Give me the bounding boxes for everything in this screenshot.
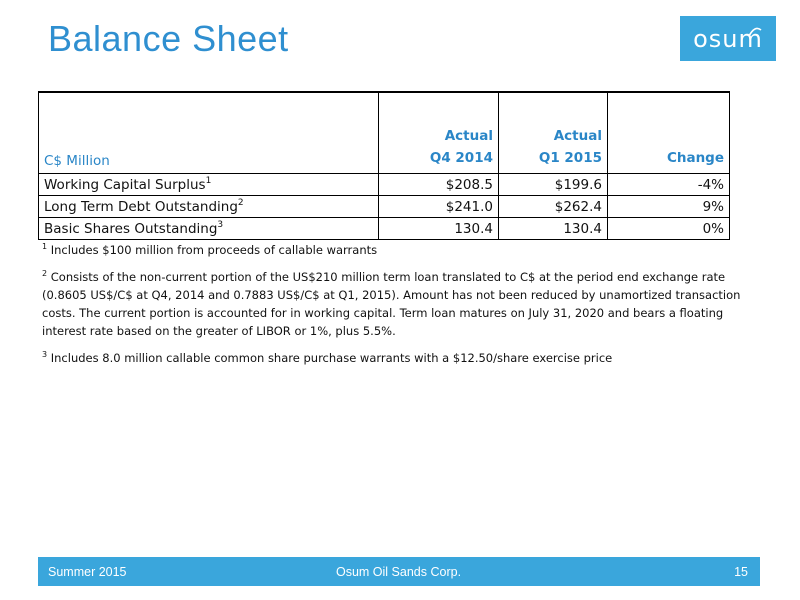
- footer-company: Osum Oil Sands Corp.: [336, 565, 462, 579]
- footer-date: Summer 2015: [48, 565, 127, 579]
- cell-q1-2015: $199.6: [499, 174, 608, 196]
- cell-q4-2014: $241.0: [379, 196, 499, 218]
- cell-change: 0%: [608, 218, 730, 240]
- cell-q4-2014: 130.4: [379, 218, 499, 240]
- logo-text: osum: [693, 24, 763, 53]
- cell-change: -4%: [608, 174, 730, 196]
- slide-title: Balance Sheet: [48, 18, 289, 59]
- footnote-3: $^3$ Includes 8.0 million callable common share purchase warrants with a $12.50/share exercise price: [42, 350, 613, 365]
- column-header-q4-2014: Actual Q4 2014: [379, 92, 499, 174]
- column-header-change: Change: [608, 92, 730, 174]
- cell-change: 9%: [608, 196, 730, 218]
- footnote-2: $^2$ Consists of the non-current portion of the US$210 million term loan translated to C$ at the period end exchange rate (0.8605 US$/C$ at Q4, 2014 and 0.7883 US$/C$ at Q1, 2015). Amount has not been reduced by unamortized transaction costs. The current portion is accounted for in working capital. Term loan matures on July 31, 2020 and bears a floating interest rate based on the greater of LIBOR or 1%, plus 5.5%.: [42, 269, 741, 338]
- table-row: [39, 196, 730, 218]
- company-logo: [680, 16, 776, 61]
- table-row: [39, 218, 730, 240]
- table-header-row: [39, 92, 730, 174]
- balance-sheet-table: [38, 91, 730, 240]
- page-number: 15: [734, 565, 748, 579]
- footnote-ref: 1: [205, 176, 212, 186]
- table-row: [39, 174, 730, 196]
- row-label: Basic Shares Outstanding$^3$: [39, 218, 379, 240]
- row-label: Long Term Debt Outstanding$^2$: [39, 196, 379, 218]
- footnote-ref: 3: [217, 220, 224, 230]
- column-header-q1-2015: Actual Q1 2015: [499, 92, 608, 174]
- cell-q1-2015: 130.4: [499, 218, 608, 240]
- logo-swoosh-icon: [748, 27, 762, 37]
- cell-q1-2015: $262.4: [499, 196, 608, 218]
- unit-label: C$ Million: [39, 92, 379, 174]
- row-label: Working Capital Surplus$^1$: [39, 174, 379, 196]
- footnote-1: $^1$ Includes $100 million from proceeds of callable warrants: [42, 242, 378, 257]
- footer-bar: [38, 557, 760, 586]
- cell-q4-2014: $208.5: [379, 174, 499, 196]
- footnotes: [42, 238, 742, 373]
- footnote-ref: 2: [237, 198, 244, 208]
